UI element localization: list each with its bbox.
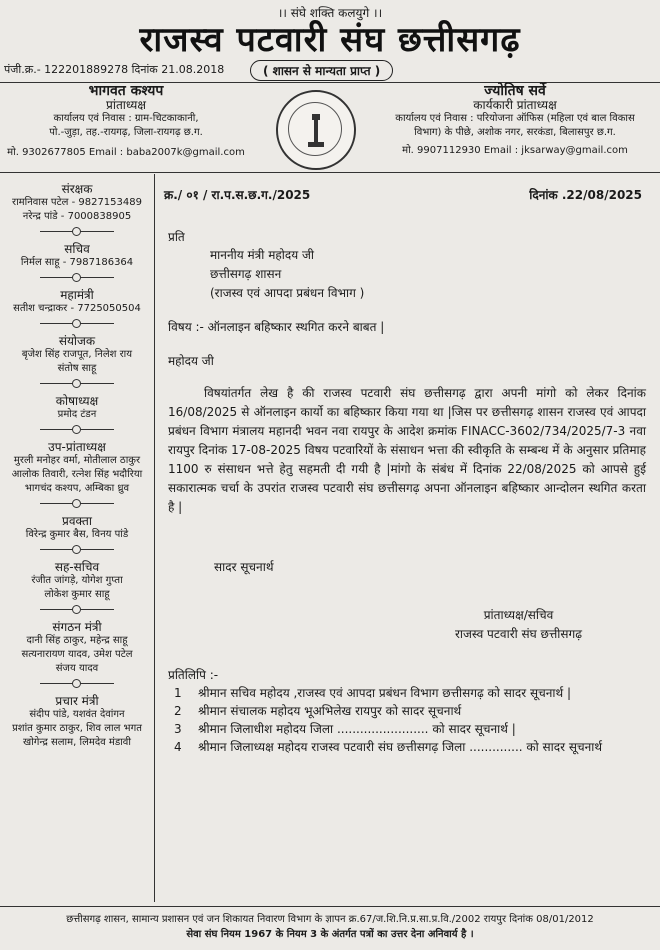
sidebar-member-line: खोगेन्द्र सलाम, लिमदेव मंडावी: [23, 737, 131, 748]
letter-date: दिनांक .22/08/2025: [529, 188, 642, 202]
sidebar-section-title: प्रवक्ता: [62, 514, 92, 528]
left-officer-address-1: कार्यालय एवं निवास : ग्राम-चिटकाकानी,: [53, 113, 199, 124]
sidebar-section-title: संयोजक: [58, 334, 96, 348]
sidebar-ornament-divider: [0, 224, 154, 238]
recipient-address: [210, 246, 364, 303]
recipient-line-1: माननीय मंत्री महोदय जी: [210, 248, 315, 262]
sidebar-member-line: विरेन्द्र कुमार बैस, विनय पांडे: [25, 529, 129, 540]
sidebar-member-line: सतीश चन्द्राकर - 7725050504: [13, 303, 141, 314]
sidebar-divider: [154, 174, 155, 902]
sidebar-member-line: मुरली मनोहर वर्मा, मोतीलाल ठाकुर: [13, 455, 141, 466]
recipient-line-3: (राजस्व एवं आपदा प्रबंधन विभाग ): [210, 286, 365, 300]
signatory-organization: राजस्व पटवारी संघ छत्तीसगढ़: [454, 627, 582, 641]
copy-to-heading: प्रतिलिपि :-: [168, 668, 219, 682]
copy-to-list: [168, 684, 648, 756]
recipient-line-2: छत्तीसगढ़ शासन: [210, 267, 282, 281]
sidebar-section-title: कोषाध्यक्ष: [55, 394, 99, 408]
copy-to-number: 2: [174, 704, 182, 718]
right-officer-name: ज्योतिष सर्वे: [484, 83, 546, 99]
sidebar-section-title: सचिव: [64, 242, 90, 256]
sidebar-member-line: प्रमोद टंडन: [57, 409, 97, 420]
sidebar-ornament-divider: [0, 542, 154, 556]
sidebar-member-line: रंजीत जांगड़े, योगेश गुप्ता: [31, 575, 123, 586]
left-officer-address-2: पो.-जुड़ा, तह.-रायगढ़, जिला-रायगढ़ छ.ग.: [49, 127, 203, 138]
footer-note: [0, 912, 660, 942]
right-officer-block: [372, 84, 658, 158]
copy-to-text: श्रीमान जिलाध्यक्ष महोदय राजस्व पटवारी संघ छत्तीसगढ़ जिला .............. को सादर सूचनार्थ: [198, 740, 603, 754]
sidebar-section-title: संरक्षक: [61, 182, 93, 196]
right-officer-address-2: विभाग) के पीछे, अशोक नगर, सरकंडा, बिलासपुर छ.ग.: [414, 127, 616, 138]
sidebar-ornament-divider: [0, 316, 154, 330]
sidebar-ornament-divider: [0, 496, 154, 510]
right-officer-address-1: कार्यालय एवं निवास : परियोजना ऑफिस (महिला एवं बाल विकास: [395, 113, 635, 124]
sidebar-member-line: आलोक तिवारी, रत्नेश सिंह भदौरिया: [11, 469, 143, 480]
right-officer-role: कार्यकारी प्रांताध्यक्ष: [473, 98, 557, 112]
sidebar-section-title: सह-सचिव: [54, 560, 100, 574]
sidebar-member-line: नरेन्द्र पांडे - 7000838905: [22, 211, 132, 222]
left-officer-role: प्रांताध्यक्ष: [106, 98, 146, 112]
left-officer-block: [6, 84, 246, 160]
registration-number: पंजी.क्र.- 122201889278 दिनांक 21.08.2018: [4, 63, 225, 76]
sidebar-member-line: संतोष साहू: [57, 363, 97, 374]
organization-title: राजस्व पटवारी संघ छत्तीसगढ़: [139, 20, 521, 60]
sidebar-member-line: सत्यनारायण यादव, उमेश पटेल: [21, 649, 133, 660]
sidebar-section-title: संगठन मंत्री: [52, 620, 102, 634]
sidebar-member-line: प्रशांत कुमार ठाकुर, शिव लाल भगत: [12, 723, 142, 734]
sidebar-member-line: बृजेश सिंह राजपूत, निलेश राय: [21, 349, 133, 360]
copy-to-item: [168, 702, 648, 720]
sidebar-member-line: भागचंद कश्यप, अम्बिका ध्रुव: [24, 483, 130, 494]
sidebar-member-line: संदीप पांडे, यशवंत देवांगन: [29, 709, 125, 720]
copy-to-number: 4: [174, 740, 182, 754]
letter-subject: विषय :- ऑनलाइन बहिष्कार स्थगित करने बाबत |: [168, 320, 385, 334]
sidebar-section-title: महामंत्री: [60, 288, 94, 302]
reference-number: क्र./ ०१ / रा.प.स.छ.ग./2025: [164, 188, 311, 202]
signature-block: [455, 606, 582, 644]
sidebar-ornament-divider: [0, 270, 154, 284]
motto: ।। संघे शक्ति कलयुगे ।।: [277, 6, 383, 20]
for-information: सादर सूचनार्थ: [214, 560, 274, 574]
sidebar-ornament-divider: [0, 602, 154, 616]
copy-to-text: श्रीमान जिलाधीश महोदय जिला ........................ को सादर सूचनार्थ |: [198, 722, 516, 736]
signatory-title: प्रांताध्यक्ष/सचिव: [483, 608, 554, 622]
sidebar-member-line: रामनिवास पटेल - 9827153489: [12, 197, 142, 208]
copy-to-item: [168, 684, 648, 702]
copy-to-text: श्रीमान संचालक महोदय भूअभिलेख रायपुर को सादर सूचनार्थ: [198, 704, 462, 718]
salutation: महोदय जी: [168, 354, 214, 368]
footer-line-1: छत्तीसगढ़ शासन, सामान्य प्रशासन एवं जन शिकायत निवारण विभाग के ज्ञापन क्र.67/ज.शि.नि.प्र.सा.प्र.वि./2002 रायपुर दिनांक 08/01/2012: [66, 914, 594, 925]
left-officer-name: भागवत कश्यप: [88, 83, 164, 99]
copy-to-number: 1: [174, 686, 182, 700]
copy-to-number: 3: [174, 722, 182, 736]
sidebar-member-line: लोकेश कुमार साहू: [44, 589, 110, 600]
letterhead-divider: [0, 172, 660, 173]
copy-to-text: श्रीमान सचिव महोदय ,राजस्व एवं आपदा प्रबंधन विभाग छत्तीसगढ़ को सादर सूचनार्थ |: [198, 686, 572, 700]
sidebar-member-line: निर्मल साहू - 7987186364: [20, 257, 134, 268]
footer-divider: [0, 906, 660, 907]
pillar-emblem-icon: [304, 110, 328, 150]
copy-to-item: [168, 720, 648, 738]
sidebar-ornament-divider: [0, 376, 154, 390]
sidebar-member-line: संजय यादव: [55, 663, 99, 674]
body-paragraph: विषयांतर्गत लेख है की राजस्व पटवारी संघ छत्तीसगढ़ द्वारा अपनी मांगो को लेकर दिनांक 16/08/2025 से ऑनलाइन कार्यो का बहिष्कार किया गया था |जिस पर छत्तीसगढ़ शासन राजस्व एवं आपदा प्रबंधन विभाग मंत्रालय महानदी भवन नवा रायपुर के आदेश क्रमांक FINACC-3602/734/2025/7-3 नवा रायपुर दिनांक 17-08-2025 विषय पटवारियों के संसाधन भत्ता की स्वीकृति के सम्बन्ध में के अनुसार प्रतिमाह 1100 रु संसाधन भत्ते हेतु सहमती दी गयी है |मांगो के संबंध में दिनांक 22/08/2025 को आपसे हुई सकारात्मक चर्चा के उपरांत राजस्व पटवारी संघ छत्तीसगढ़ अपना ऑनलाइन बहिष्कार आन्दोलन स्थगित करता है |: [168, 386, 646, 514]
sidebar-ornament-divider: [0, 676, 154, 690]
sidebar-section-title: प्रचार मंत्री: [55, 694, 99, 708]
footer-line-2: सेवा संघ नियम 1967 के नियम 3 के अंतर्गत पत्रों का उत्तर देना अनिवार्य है ।: [186, 929, 474, 940]
right-officer-contact: मो. 9907112930 Email : jksarway@gmail.com: [402, 145, 628, 156]
office-bearers-sidebar: [0, 178, 154, 750]
sidebar-section-title: उप-प्रांताध्यक्ष: [48, 440, 106, 454]
recognition-badge: ( शासन से मान्यता प्राप्त ): [250, 60, 393, 81]
sidebar-ornament-divider: [0, 422, 154, 436]
to-label: प्रति: [168, 230, 185, 244]
left-officer-contact: मो. 9302677805 Email : baba2007k@gmail.com: [7, 147, 245, 158]
copy-to-item: [168, 738, 648, 756]
sidebar-member-line: दानी सिंह ठाकुर, महेन्द्र साहू: [26, 635, 128, 646]
organization-seal: [276, 90, 356, 170]
